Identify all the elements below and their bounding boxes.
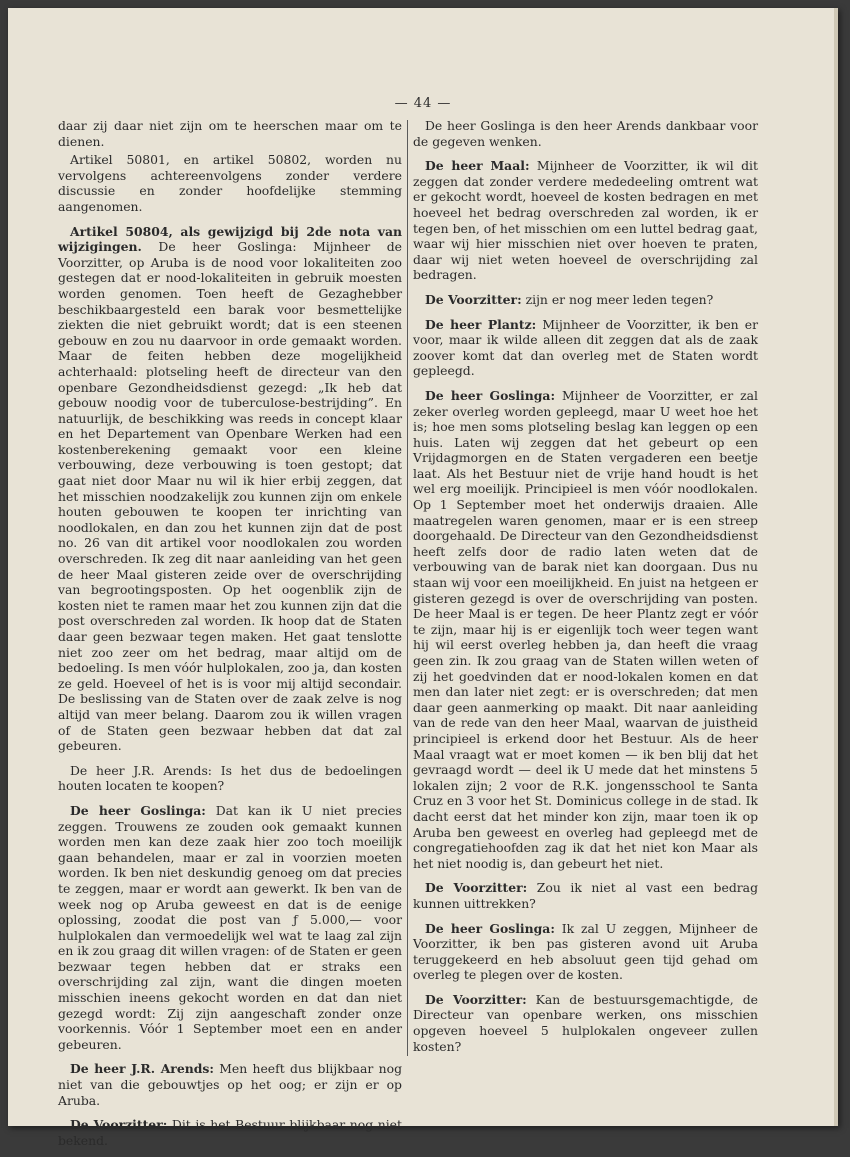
paragraph xyxy=(413,158,758,283)
paragraph xyxy=(58,763,402,794)
speaker: De heer Plantz: xyxy=(425,316,537,332)
paragraph-text: zijn er nog meer leden tegen? xyxy=(521,291,714,307)
right-column xyxy=(413,118,758,1063)
paragraph-text: Zou ik niet al vast een bedrag kunnen uittrekken? xyxy=(413,880,758,911)
paragraph xyxy=(58,224,402,754)
speaker: De Voorzitter: xyxy=(70,1117,168,1133)
page-number: — 44 — xyxy=(394,96,452,111)
paragraph-text: Ik zal U zeggen, Mijnheer de Voorzitter, ik ben pas gisteren avond uit Aruba teruggekeerd en heb absoluut geen tijd gehad om overleg te plegen over de kosten. xyxy=(413,920,758,983)
speaker: De heer Goslinga: xyxy=(425,387,556,403)
paragraph-text: Kan de bestuursgemachtigde, de Directeur van openbare werken, ons misschien opgeven hoeveel 5 hulplokalen ongeveer zullen kosten? xyxy=(413,991,758,1054)
speaker: De Voorzitter: xyxy=(425,991,527,1007)
paragraph xyxy=(413,388,758,871)
paragraph-text: Artikel 50801, en artikel 50802, worden nu vervolgens achtereenvolgens zonder verdere discussie en zonder hoofdelijke stemming aangenomen. xyxy=(58,152,402,214)
paragraph-text: De heer Goslinga: Mijnheer de Voorzitter, op Aruba is de nood voor lokaliteiten zoo gestegen dat er nood-lokaliteiten in gebruik moesten worden genomen. Toen heeft de Gezaghebber beschikbaargesteld een barak voor besmettelijke ziekten die niet gebruikt wordt; dat is een steenen gebouw en zou nu daarvoor in orde gemaakt worden. Maar de feiten hebben deze mogelijkheid achterhaald: plotseling heeft de directeur van den openbare Gezondheidsdienst gezegd: „Ik heb dat gebouw noodig voor de tuberculose-bestrijding”. En natuurlijk, de beschikking was reeds in concept klaar en het Departement van Openbare Werken had een kostenberekening gemaakt voor een kleine verbouwing, deze verbouwing is toen gestopt; dat gaat niet door Maar nu wil ik hier erbij zeggen, dat het misschien noodzakelijk zou kunnen zijn om enkele houten gebouwen te koopen ter inrichting van noodlokalen, en dan zou het kunnen zijn dat de post no. 26 van dit artikel voor noodlokalen zou worden overschreden. Ik zeg dit naar aanleiding van het geen de heer Maal gisteren zeide over de overschrijding van begrootingsposten. Op het oogenblik zijn de kosten niet te ramen maar het zou kunnen zijn dat die post overschreden zal worden. Ik hoop dat de Staten daar geen bezwaar tegen maken. Het gaat tenslotte niet zoo zeer om het bedrag, maar altijd om de bedoeling. Is men vóór hulplokalen, zoo ja, dan kosten ze geld. Hoeveel of het is is voor mij altijd secondair. De beslissing van de Staten over de zaak zelve is nog altijd van meer belang. Daarom zou ik willen vragen of de Staten geen bezwaar hebben dat dat zal gebeuren. xyxy=(58,239,402,754)
paragraph-text: De heer Goslinga is den heer Arends dankbaar voor de gegeven wenken. xyxy=(413,118,758,149)
left-column xyxy=(58,118,402,1157)
paragraph-text: Mijnheer de Voorzitter, ik ben er voor, maar ik wilde alleen dit zeggen dat als de zaak zoover komt dat dan overleg met de Staten wordt gepleegd. xyxy=(413,316,758,379)
paragraph xyxy=(413,880,758,911)
column-divider xyxy=(407,120,408,1056)
paragraph xyxy=(58,1117,402,1148)
paragraph-text: Dit is het Bestuur blijkbaar nog niet bekend. xyxy=(58,1117,402,1148)
paragraph xyxy=(413,317,758,379)
paragraph xyxy=(413,992,758,1054)
paragraph xyxy=(413,921,758,983)
paragraph-text: Mijnheer de Voorzitter, ik wil dit zeggen dat zonder verdere mededeeling omtrent wat er gekocht wordt, hoeveel de kosten bedragen en met hoeveel het bedrag overschreden zal worden, ik er tegen ben, of het misschien om een luttel bedrag gaat, waar wij hier misschien niet over hoeven te praten, daar wij niet weten hoeveel de overschrijding zal bedragen. xyxy=(413,158,758,283)
speaker: Artikel 50804, als gewijzigd bij 2de nota van wijzigingen. xyxy=(58,223,402,255)
paragraph-text: daar zij daar niet zijn om te heerschen maar om te dienen. xyxy=(58,118,402,149)
speaker: De heer J.R. Arends: xyxy=(70,1061,214,1077)
speaker: De heer Goslinga: xyxy=(70,802,206,818)
speaker: De Voorzitter: xyxy=(425,291,522,307)
paragraph xyxy=(58,118,402,149)
paragraph-text: Dat kan ik U niet precies zeggen. Trouwens ze zouden ook gemaakt kunnen worden men kan deze zaak hier zoo toch moeilijk gaan behandelen, maar er zal in voorzien moeten worden. Ik ben niet deskundig genoeg om dat precies te zeggen, maar er wordt aan gewerkt. Ik ben van de week nog op Aruba geweest en dat is de eenige oplossing, zoodat die post van ƒ 5.000,— voor hulplokalen dan vermoedelijk wel wat te laag zal zijn en ik zou graag dit willen vragen: of de Staten er geen bezwaar tegen hebben dat er straks een overschrijding zal zijn, want die dingen moeten misschien ineens gekocht worden en dat dan niet gezegd wordt: Zij zijn aangeschaft zonder onze voorkennis. Vóór 1 September moet een en ander gebeuren. xyxy=(58,802,402,1052)
page-edge xyxy=(834,8,838,1126)
speaker: De Voorzitter: xyxy=(425,880,528,896)
paragraph-text: Mijnheer de Voorzitter, er zal zeker overleg worden gepleegd, maar U weet hoe het is; hoe men soms plotseling beslag kan leggen op een huis. Laten wij zeggen dat het gebeurt op een Vrijdagmorgen en de Staten vergaderen een beetje laat. Als het Bestuur niet de vrije hand houdt is het wel erg moeilijk. Principieel is men vóór noodlokalen. Op 1 September moet het onderwijs draaien. Alle maatregelen waren genomen, maar er is een streep doorgehaald. De Directeur van den Gezondheidsdienst heeft zelfs door de radio laten weten dat de verbouwing van de barak niet kan doorgaan. Dus nu staan wij voor een moeilijkheid. En juist na hetgeen er gisteren gezegd is over de overschrijding van posten. De heer Maal is er tegen. De heer Plantz zegt er vóór te zijn, maar hij is er eigenlijk toch weer tegen want hij wil eerst overleg hebben ja, dan heeft die vraag geen zin. Ik zou graag van de Staten willen weten of zij het goedvinden dat er nood-lokalen komen en dat men dan later niet zegt: er is overschreden; dat men daar geen aanmerking op maakt. Dit naar aanleiding van de rede van den heer Maal, waarvan de juistheid principieel is erkend door het Bestuur. Als de heer Maal vraagt wat er moet komen — ik ben blij dat het gevraagd wordt — deel ik U mede dat het minstens 5 lokalen zijn; 2 voor de R.K. jongensschool te Santa Cruz en 3 voor het St. Dominicus college in de stad. Ik dacht eerst dat het minder kon zijn, maar toen ik op Aruba ben geweest en overleg had gepleegd met de congregatiehoofden zag ik dat het niet kon Maar als het niet noodig is, dan gebeurt het niet. xyxy=(413,387,758,871)
paragraph xyxy=(413,118,758,149)
speaker: De heer Goslinga: xyxy=(425,920,555,936)
paragraph xyxy=(58,1061,402,1108)
paragraph xyxy=(58,152,402,214)
paragraph-text: De heer J.R. Arends: Is het dus de bedoelingen houten locaten te koopen? xyxy=(58,762,402,794)
document-page xyxy=(8,8,838,1148)
paragraph xyxy=(58,803,402,1053)
paragraph xyxy=(413,292,758,308)
speaker: De heer Maal: xyxy=(425,158,530,174)
paragraph-text: Men heeft dus blijkbaar nog niet van die gebouwtjes op het oog; er zijn er op Aruba. xyxy=(58,1061,402,1108)
